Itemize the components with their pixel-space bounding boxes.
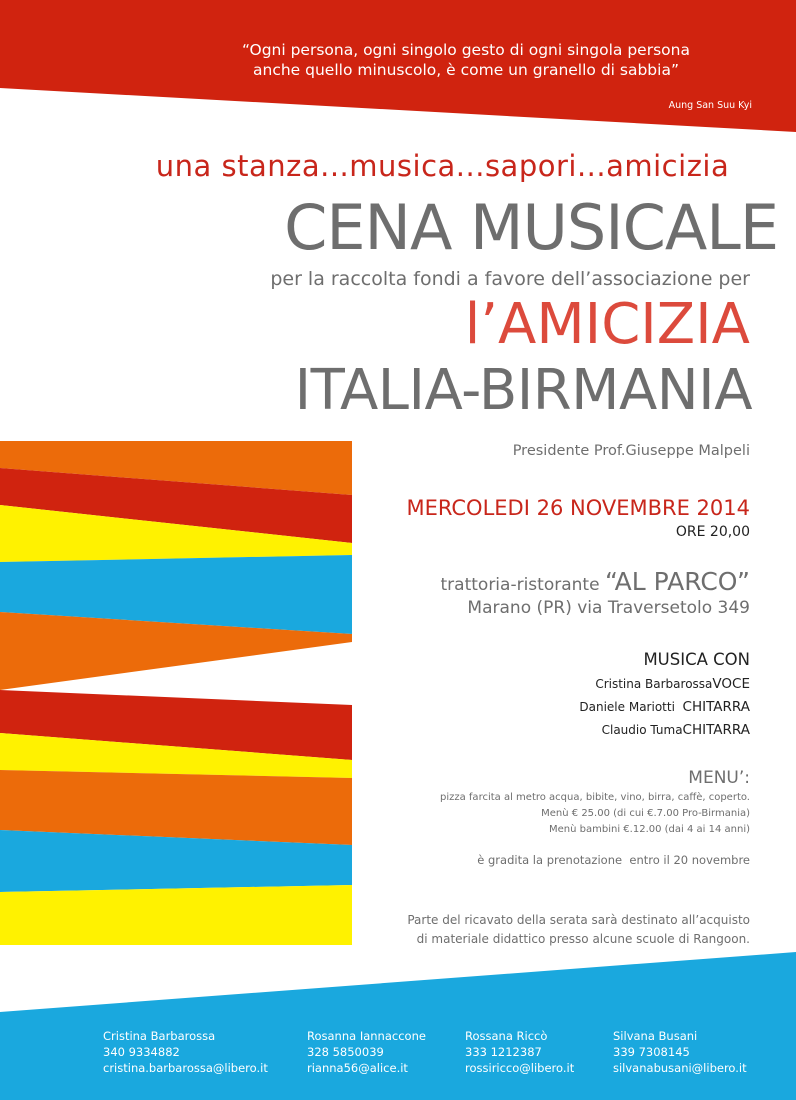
contact-email: rianna56@alice.it — [307, 1061, 408, 1075]
contact-name: Silvana Busani — [613, 1029, 698, 1043]
contact-card — [307, 1028, 426, 1076]
stripe-yellow-3 — [0, 885, 352, 945]
menu-line: Menù bambini €.12.00 (dai 4 ai 14 anni) — [549, 824, 750, 835]
performer — [579, 699, 750, 715]
quote-line-2: anche quello minuscolo, è come un granello di sabbia” — [253, 61, 679, 79]
contact-phone: 328 5850039 — [307, 1045, 384, 1059]
proceeds-note-line-2: di materiale didattico presso alcune scuole di Rangoon. — [416, 932, 750, 946]
performer-role: CHITARRA — [682, 699, 750, 715]
subtitle: per la raccolta fondi a favore dell’associazione per — [270, 268, 750, 290]
contact-email: cristina.barbarossa@libero.it — [103, 1061, 268, 1075]
contact-phone: 340 9334882 — [103, 1045, 180, 1059]
performer-name: Cristina Barbarossa — [595, 677, 713, 691]
venue-name: “AL PARCO” — [604, 567, 750, 596]
performer-name: Daniele Mariotti — [579, 700, 675, 714]
event-date: MERCOLEDI 26 NOVEMBRE 2014 — [406, 496, 750, 520]
quote-line-1: “Ogni persona, ogni singolo gesto di ogni singola persona — [242, 41, 690, 59]
contact-card — [103, 1028, 268, 1076]
proceeds-note-line-1: Parte del ricavato della serata sarà destinato all’acquisto — [407, 913, 750, 927]
title-italia-birmania: ITALIA-BIRMANIA — [294, 358, 752, 423]
contact-name: Rossana Riccò — [465, 1029, 548, 1043]
venue-type: trattoria-ristorante — [440, 575, 600, 595]
quote — [180, 40, 752, 80]
performer-role: CHITARRA — [682, 722, 750, 738]
contact-phone: 339 7308145 — [613, 1045, 690, 1059]
menu-line: pizza farcita al metro acqua, bibite, vino, birra, caffè, coperto. — [439, 792, 750, 803]
performer-role: VOCE — [712, 676, 750, 692]
title-cena-musicale: CENA MUSICALE — [284, 191, 778, 264]
president: Presidente Prof.Giuseppe Malpeli — [512, 443, 750, 459]
contact-card — [465, 1028, 574, 1076]
contact-email: silvanabusani@libero.it — [613, 1061, 747, 1075]
reservation-note: è gradita la prenotazione entro il 20 novembre — [477, 853, 750, 867]
event-time: ORE 20,00 — [675, 524, 750, 540]
contact-phone: 333 1212387 — [465, 1045, 542, 1059]
contact-name: Cristina Barbarossa — [103, 1029, 216, 1043]
contact-name: Rosanna Iannaccone — [307, 1029, 426, 1043]
venue — [441, 567, 750, 596]
menu-title: MENU’: — [688, 768, 750, 788]
proceeds-note — [407, 911, 750, 949]
performer-name: Claudio Tuma — [601, 723, 683, 737]
contact-card — [613, 1028, 747, 1076]
tagline: una stanza...musica...sapori...amicizia — [155, 149, 730, 183]
title-amicizia: l’AMICIZIA — [464, 292, 750, 357]
menu-line: Menù € 25.00 (di cui €.7.00 Pro-Birmania) — [541, 808, 750, 819]
music-title: MUSICA CON — [643, 650, 750, 669]
venue-address: Marano (PR) via Traversetolo 349 — [467, 598, 750, 618]
performer — [595, 676, 750, 692]
quote-author: Aung San Suu Kyi — [668, 100, 752, 111]
contact-email: rossiricco@libero.it — [465, 1061, 575, 1075]
bottom-blue-banner — [0, 952, 796, 1100]
performer — [602, 722, 750, 738]
